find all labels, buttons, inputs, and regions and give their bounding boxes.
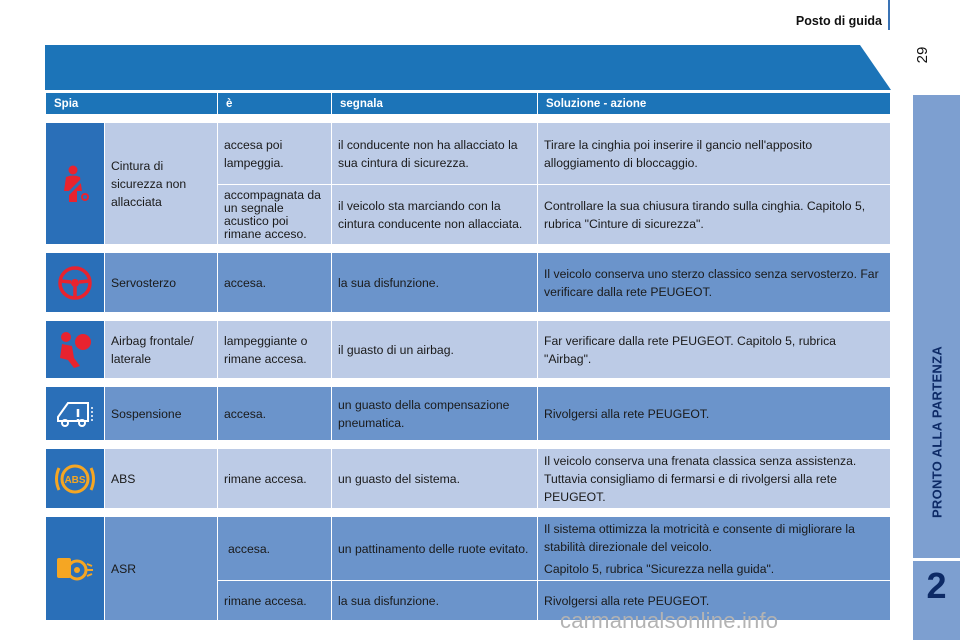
cell-segnala: un guasto del sistema. [332, 449, 538, 509]
abs-icon [53, 459, 97, 499]
cell-segnala: il guasto di un airbag. [332, 321, 538, 379]
table-row [46, 321, 891, 379]
airbag-icon-cell [46, 321, 105, 379]
cell-e: accesa poi lampeggia. [218, 123, 332, 185]
table-banner [45, 45, 891, 90]
cell-segnala: un guasto della compensazione pneumatica. [332, 387, 538, 441]
cell-soluzione [538, 517, 891, 581]
side-tab-divider [913, 558, 960, 561]
row-name-sospensione: Sospensione [105, 387, 218, 441]
cell-e: accompagnata da un segnale acustico poi rimane acceso. [218, 185, 332, 245]
row-name-airbag: Airbag frontale/ laterale [105, 321, 218, 379]
table-row [46, 449, 891, 509]
cell-e: rimane accesa. [218, 581, 332, 621]
asr-icon [55, 554, 95, 584]
table-row [46, 253, 891, 313]
cell-e: accesa. [218, 253, 332, 313]
svg-text:ABS: ABS [64, 474, 86, 486]
chapter-number: 2 [926, 565, 947, 606]
row-name-servosterzo: Servosterzo [105, 253, 218, 313]
table-row [46, 387, 891, 441]
cell-segnala: un pattinamento delle ruote evitato. [332, 517, 538, 581]
cell-e: lampeggiante o rimane accesa. [218, 321, 332, 379]
row-name-asr: ASR [105, 517, 218, 621]
chapter-title: PRONTO ALLA PARTENZA [929, 345, 944, 519]
suspension-icon-cell [46, 387, 105, 441]
header-e: è [218, 93, 332, 115]
cell-soluzione: Controllare la sua chiusura tirando sulla cinghia. Capitolo 5, rubrica "Cinture di sicurezza". [538, 185, 891, 245]
table-header-row [46, 93, 891, 115]
header-spia: Spia [46, 93, 218, 115]
seatbelt-icon [58, 164, 92, 204]
table-row [46, 517, 891, 581]
header-divider [888, 0, 890, 30]
cell-segnala: il conducente non ha allacciato la sua cintura di sicurezza. [332, 123, 538, 185]
table-row [46, 123, 891, 185]
cell-soluzione: Far verificare dalla rete PEUGEOT. Capitolo 5, rubrica "Airbag". [538, 321, 891, 379]
row-name-abs: ABS [105, 449, 218, 509]
warning-lights-table [45, 92, 891, 621]
section-title: Posto di guida [795, 14, 882, 28]
row-name-cintura: Cintura di sicurezza non allacciata [105, 123, 218, 245]
cell-segnala: la sua disfunzione. [332, 253, 538, 313]
cell-soluzione: Il veicolo conserva uno sterzo classico senza servosterzo. Far verificare dalla rete PEUGEOT. [538, 253, 891, 313]
cell-e: accesa. [218, 517, 332, 581]
page-number: 29 [914, 46, 931, 64]
cell-soluzione: Rivolgersi alla rete PEUGEOT. [538, 387, 891, 441]
cell-e: accesa. [218, 387, 332, 441]
cell-soluzione: Rivolgersi alla rete PEUGEOT. [538, 581, 891, 621]
seatbelt-icon-cell [46, 123, 105, 245]
cell-e: rimane accesa. [218, 449, 332, 509]
steering-wheel-icon [57, 265, 93, 301]
header-soluzione: Soluzione - azione [538, 93, 891, 115]
header-segnala: segnala [332, 93, 538, 115]
abs-icon-cell [46, 449, 105, 509]
suspension-icon [54, 399, 96, 429]
soluzione-line: Capitolo 5, rubrica "Sicurezza nella guida". [544, 561, 775, 576]
cell-soluzione: Il veicolo conserva una frenata classica senza assistenza. Tuttavia consigliamo di fermarsi e di rivolgersi alla rete PEUGEOT. [538, 449, 891, 509]
steering-icon-cell [46, 253, 105, 313]
airbag-icon [56, 330, 94, 370]
asr-icon-cell [46, 517, 105, 621]
cell-segnala: la sua disfunzione. [332, 581, 538, 621]
cell-soluzione: Tirare la cinghia poi inserire il gancio nell'apposito alloggiamento di bloccaggio. [538, 123, 891, 185]
soluzione-line: Il sistema ottimizza la motricità e consente di migliorare la stabilità direzionale del veicolo. [544, 521, 855, 554]
watermark: carmanualsonline.info [560, 608, 779, 633]
cell-segnala: il veicolo sta marciando con la cintura conducente non allacciata. [332, 185, 538, 245]
